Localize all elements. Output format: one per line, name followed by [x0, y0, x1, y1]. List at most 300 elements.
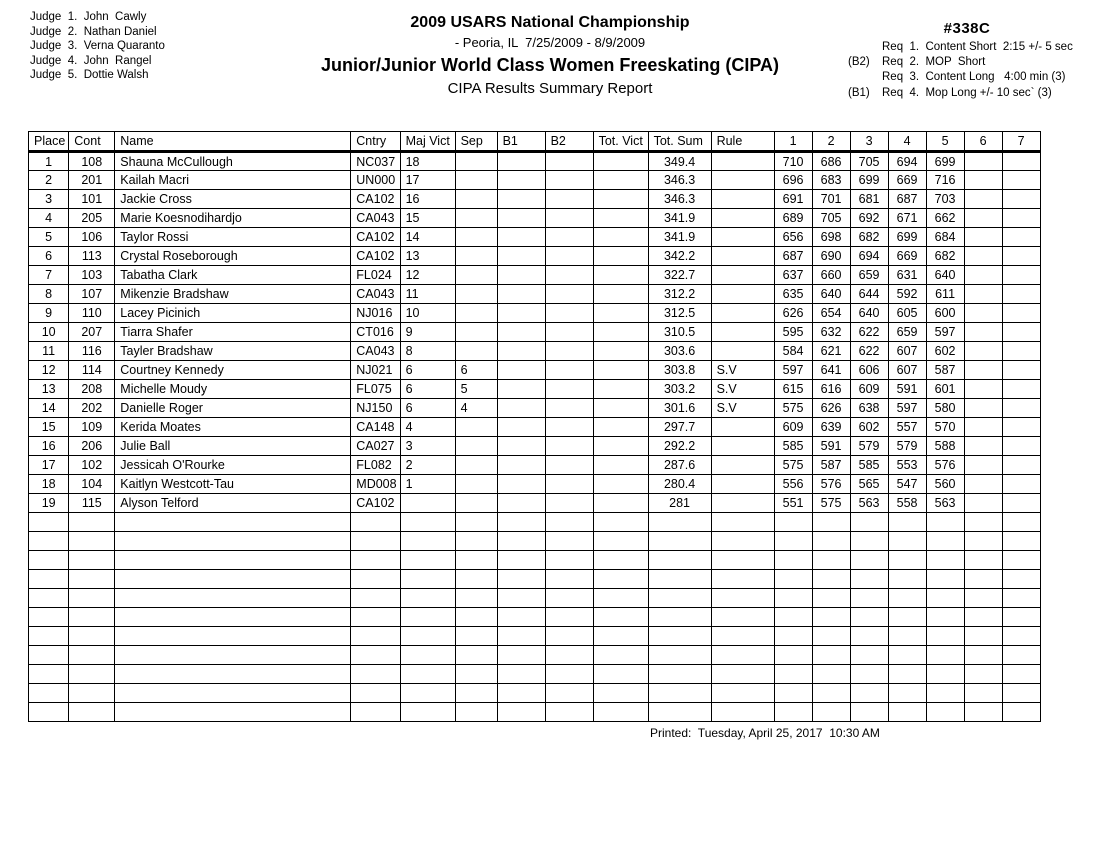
- requirement-line: [848, 55, 1086, 70]
- cell-b1: [497, 475, 545, 494]
- cell-judge-5: 597: [926, 323, 964, 342]
- column-header-rule: Rule: [711, 132, 774, 152]
- cell-sep: [455, 665, 497, 684]
- cell-rule: [711, 266, 774, 285]
- cell-judge-2: 632: [812, 323, 850, 342]
- report-name: CIPA Results Summary Report: [447, 80, 653, 97]
- cell-maj-vict: 11: [400, 285, 455, 304]
- cell-sep: 6: [455, 361, 497, 380]
- cell-tot-vict: [593, 209, 648, 228]
- cell-place: 7: [29, 266, 69, 285]
- cell-b1: [497, 513, 545, 532]
- cell-name: Jessicah O'Rourke: [115, 456, 351, 475]
- cell-judge-5: 588: [926, 437, 964, 456]
- cell-cntry: [351, 703, 400, 722]
- cell-rule: [711, 475, 774, 494]
- cell-place: [29, 608, 69, 627]
- cell-judge-4: 591: [888, 380, 926, 399]
- cell-judge-5: 684: [926, 228, 964, 247]
- result-row: [29, 361, 1041, 380]
- cell-place: 11: [29, 342, 69, 361]
- cell-judge-5: 601: [926, 380, 964, 399]
- cell-judge-1: [774, 665, 812, 684]
- cell-cntry: [351, 608, 400, 627]
- cell-tot-sum: 346.3: [648, 171, 711, 190]
- result-row: [29, 209, 1041, 228]
- cell-cntry: CA102: [351, 247, 400, 266]
- cell-tot-sum: 346.3: [648, 190, 711, 209]
- cell-judge-7: [1002, 418, 1040, 437]
- cell-tot-sum: 287.6: [648, 456, 711, 475]
- cell-sep: [455, 684, 497, 703]
- cell-judge-2: 575: [812, 494, 850, 513]
- cell-rule: [711, 418, 774, 437]
- cell-judge-4: [888, 589, 926, 608]
- cell-tot-sum: [648, 608, 711, 627]
- cell-judge-7: [1002, 361, 1040, 380]
- cell-judge-1: 710: [774, 152, 812, 171]
- cell-judge-4: 597: [888, 399, 926, 418]
- cell-sep: 4: [455, 399, 497, 418]
- cell-judge-2: 683: [812, 171, 850, 190]
- cell-judge-4: [888, 646, 926, 665]
- cell-cntry: CA102: [351, 494, 400, 513]
- cell-rule: [711, 152, 774, 171]
- cell-maj-vict: [400, 589, 455, 608]
- cell-judge-7: [1002, 152, 1040, 171]
- requirement-text: Req 3. Content Long 4:00 min (3): [882, 71, 1066, 84]
- cell-judge-3: [850, 665, 888, 684]
- cell-b1: [497, 627, 545, 646]
- cell-sep: [455, 646, 497, 665]
- cell-judge-1: 615: [774, 380, 812, 399]
- cell-judge-4: 605: [888, 304, 926, 323]
- cell-cont: 116: [69, 342, 115, 361]
- cell-judge-6: [964, 703, 1002, 722]
- column-header-judge-4: 4: [888, 132, 926, 152]
- cell-cont: 106: [69, 228, 115, 247]
- cell-tot-sum: [648, 665, 711, 684]
- cell-name: Kailah Macri: [115, 171, 351, 190]
- cell-place: 5: [29, 228, 69, 247]
- cell-judge-5: 570: [926, 418, 964, 437]
- cell-b2: [545, 380, 593, 399]
- cell-cont: 102: [69, 456, 115, 475]
- cell-place: [29, 703, 69, 722]
- cell-judge-2: 705: [812, 209, 850, 228]
- cell-sep: [455, 608, 497, 627]
- cell-judge-4: 592: [888, 285, 926, 304]
- cell-maj-vict: 12: [400, 266, 455, 285]
- cell-b1: [497, 589, 545, 608]
- requirement-text: Req 1. Content Short 2:15 +/- 5 sec: [882, 41, 1073, 53]
- cell-judge-6: [964, 380, 1002, 399]
- cell-judge-6: [964, 209, 1002, 228]
- column-header-b1: B1: [497, 132, 545, 152]
- cell-sep: [455, 285, 497, 304]
- requirement-line: [848, 70, 1086, 85]
- cell-cntry: [351, 627, 400, 646]
- cell-b2: [545, 247, 593, 266]
- cell-place: [29, 570, 69, 589]
- result-row: [29, 475, 1041, 494]
- cell-tot-vict: [593, 171, 648, 190]
- cell-place: 4: [29, 209, 69, 228]
- cell-sep: [455, 266, 497, 285]
- cell-cont: [69, 513, 115, 532]
- cell-maj-vict: 17: [400, 171, 455, 190]
- cell-tot-vict: [593, 494, 648, 513]
- cell-judge-1: 584: [774, 342, 812, 361]
- result-row: [29, 285, 1041, 304]
- cell-judge-1: [774, 513, 812, 532]
- cell-b2: [545, 228, 593, 247]
- cell-tot-sum: 312.2: [648, 285, 711, 304]
- cell-b1: [497, 437, 545, 456]
- cell-judge-5: 640: [926, 266, 964, 285]
- empty-row: [29, 551, 1041, 570]
- cell-maj-vict: 9: [400, 323, 455, 342]
- cell-rule: [711, 532, 774, 551]
- cell-b1: [497, 665, 545, 684]
- cell-maj-vict: [400, 513, 455, 532]
- cell-judge-1: [774, 608, 812, 627]
- cell-judge-2: [812, 627, 850, 646]
- cell-sep: [455, 532, 497, 551]
- cell-judge-1: 691: [774, 190, 812, 209]
- cell-cntry: CA102: [351, 190, 400, 209]
- empty-row: [29, 665, 1041, 684]
- cell-place: 18: [29, 475, 69, 494]
- cell-b1: [497, 380, 545, 399]
- result-row: [29, 342, 1041, 361]
- cell-tot-vict: [593, 589, 648, 608]
- cell-judge-6: [964, 323, 1002, 342]
- cell-b1: [497, 209, 545, 228]
- requirement-prefix: (B2): [848, 56, 870, 69]
- cell-name: [115, 608, 351, 627]
- cell-judge-5: 580: [926, 399, 964, 418]
- cell-tot-sum: 303.8: [648, 361, 711, 380]
- cell-place: 3: [29, 190, 69, 209]
- cell-b2: [545, 190, 593, 209]
- cell-cntry: NJ021: [351, 361, 400, 380]
- cell-judge-6: [964, 304, 1002, 323]
- cell-tot-vict: [593, 342, 648, 361]
- column-header-maj-vict: Maj Vict: [400, 132, 455, 152]
- cell-judge-5: [926, 665, 964, 684]
- cell-maj-vict: 6: [400, 380, 455, 399]
- cell-judge-6: [964, 190, 1002, 209]
- cell-name: [115, 513, 351, 532]
- cell-judge-2: 641: [812, 361, 850, 380]
- cell-judge-7: [1002, 665, 1040, 684]
- empty-row: [29, 646, 1041, 665]
- result-row: [29, 304, 1041, 323]
- result-row: [29, 323, 1041, 342]
- cell-judge-4: [888, 627, 926, 646]
- cell-judge-6: [964, 171, 1002, 190]
- cell-judge-3: 644: [850, 285, 888, 304]
- cell-b2: [545, 684, 593, 703]
- cell-b2: [545, 646, 593, 665]
- cell-cont: [69, 627, 115, 646]
- cell-cntry: [351, 513, 400, 532]
- cell-b2: [545, 342, 593, 361]
- column-header-judge-6: 6: [964, 132, 1002, 152]
- cell-judge-7: [1002, 494, 1040, 513]
- cell-tot-vict: [593, 323, 648, 342]
- cell-judge-2: [812, 703, 850, 722]
- results-tbody: [29, 152, 1041, 722]
- cell-tot-vict: [593, 703, 648, 722]
- cell-judge-5: 602: [926, 342, 964, 361]
- cell-cntry: MD008: [351, 475, 400, 494]
- cell-judge-6: [964, 456, 1002, 475]
- cell-judge-3: [850, 532, 888, 551]
- judge-line: Judge 3. Verna Quaranto: [30, 40, 165, 52]
- cell-judge-7: [1002, 228, 1040, 247]
- cell-judge-2: [812, 532, 850, 551]
- cell-name: [115, 646, 351, 665]
- cell-judge-3: [850, 551, 888, 570]
- cell-tot-vict: [593, 399, 648, 418]
- column-header-judge-2: 2: [812, 132, 850, 152]
- cell-cntry: CA043: [351, 209, 400, 228]
- cell-place: 12: [29, 361, 69, 380]
- cell-maj-vict: 2: [400, 456, 455, 475]
- cell-judge-7: [1002, 646, 1040, 665]
- cell-b2: [545, 532, 593, 551]
- cell-tot-vict: [593, 285, 648, 304]
- cell-cont: [69, 703, 115, 722]
- cell-judge-7: [1002, 285, 1040, 304]
- cell-tot-vict: [593, 247, 648, 266]
- cell-sep: [455, 228, 497, 247]
- column-header-tot-sum: Tot. Sum: [648, 132, 711, 152]
- empty-row: [29, 532, 1041, 551]
- cell-name: [115, 703, 351, 722]
- cell-judge-7: [1002, 323, 1040, 342]
- cell-judge-7: [1002, 532, 1040, 551]
- cell-b2: [545, 627, 593, 646]
- cell-judge-4: [888, 665, 926, 684]
- cell-b1: [497, 608, 545, 627]
- cell-judge-4: 607: [888, 342, 926, 361]
- requirement-text: Req 2. MOP Short: [882, 56, 986, 69]
- cell-judge-3: 659: [850, 266, 888, 285]
- cell-cntry: FL082: [351, 456, 400, 475]
- cell-tot-sum: 349.4: [648, 152, 711, 171]
- cell-cntry: [351, 665, 400, 684]
- cell-judge-1: 637: [774, 266, 812, 285]
- cell-tot-sum: 280.4: [648, 475, 711, 494]
- result-row: [29, 399, 1041, 418]
- cell-name: Taylor Rossi: [115, 228, 351, 247]
- cell-sep: [455, 570, 497, 589]
- cell-judge-7: [1002, 475, 1040, 494]
- cell-judge-5: 611: [926, 285, 964, 304]
- cell-tot-vict: [593, 190, 648, 209]
- cell-judge-6: [964, 570, 1002, 589]
- cell-judge-6: [964, 665, 1002, 684]
- cell-judge-1: 635: [774, 285, 812, 304]
- requirement-prefix: [848, 40, 882, 55]
- cell-judge-4: 659: [888, 323, 926, 342]
- cell-tot-vict: [593, 608, 648, 627]
- cell-tot-sum: [648, 589, 711, 608]
- cell-tot-vict: [593, 532, 648, 551]
- cell-tot-sum: [648, 513, 711, 532]
- cell-judge-1: 696: [774, 171, 812, 190]
- cell-judge-6: [964, 361, 1002, 380]
- cell-name: Jackie Cross: [115, 190, 351, 209]
- cell-judge-7: [1002, 247, 1040, 266]
- cell-tot-vict: [593, 266, 648, 285]
- cell-maj-vict: 14: [400, 228, 455, 247]
- cell-judge-6: [964, 684, 1002, 703]
- cell-tot-sum: [648, 627, 711, 646]
- cell-place: 16: [29, 437, 69, 456]
- cell-place: 13: [29, 380, 69, 399]
- cell-place: 10: [29, 323, 69, 342]
- cell-judge-2: [812, 551, 850, 570]
- cell-judge-1: 595: [774, 323, 812, 342]
- cell-b2: [545, 703, 593, 722]
- cell-cont: 208: [69, 380, 115, 399]
- cell-judge-5: [926, 608, 964, 627]
- cell-judge-1: 551: [774, 494, 812, 513]
- cell-judge-6: [964, 342, 1002, 361]
- cell-tot-vict: [593, 684, 648, 703]
- cell-rule: [711, 247, 774, 266]
- cell-maj-vict: [400, 494, 455, 513]
- cell-cntry: UN000: [351, 171, 400, 190]
- cell-tot-vict: [593, 665, 648, 684]
- cell-maj-vict: 15: [400, 209, 455, 228]
- event-title: Junior/Junior World Class Women Freeskating (CIPA): [320, 55, 780, 75]
- cell-judge-5: [926, 703, 964, 722]
- cell-cntry: CT016: [351, 323, 400, 342]
- cell-judge-3: 694: [850, 247, 888, 266]
- cell-judge-2: 690: [812, 247, 850, 266]
- column-header-place: Place: [29, 132, 69, 152]
- cell-b1: [497, 361, 545, 380]
- cell-judge-1: [774, 684, 812, 703]
- cell-judge-1: 689: [774, 209, 812, 228]
- cell-cont: 103: [69, 266, 115, 285]
- cell-tot-sum: 310.5: [648, 323, 711, 342]
- cell-judge-2: 686: [812, 152, 850, 171]
- cell-name: Shauna McCullough: [115, 152, 351, 171]
- cell-judge-1: 575: [774, 456, 812, 475]
- cell-judge-2: 660: [812, 266, 850, 285]
- cell-judge-3: 638: [850, 399, 888, 418]
- cell-rule: [711, 513, 774, 532]
- cell-judge-3: 699: [850, 171, 888, 190]
- cell-b2: [545, 665, 593, 684]
- cell-name: [115, 665, 351, 684]
- cell-b2: [545, 209, 593, 228]
- cell-cont: 201: [69, 171, 115, 190]
- cell-judge-1: 597: [774, 361, 812, 380]
- cell-name: Crystal Roseborough: [115, 247, 351, 266]
- cell-b2: [545, 361, 593, 380]
- cell-tot-vict: [593, 627, 648, 646]
- cell-name: [115, 570, 351, 589]
- cell-sep: [455, 513, 497, 532]
- cell-rule: [711, 665, 774, 684]
- cell-sep: [455, 152, 497, 171]
- cell-judge-2: 639: [812, 418, 850, 437]
- cell-rule: [711, 190, 774, 209]
- cell-sep: [455, 456, 497, 475]
- cell-cont: [69, 551, 115, 570]
- cell-judge-3: 705: [850, 152, 888, 171]
- cell-sep: [455, 323, 497, 342]
- cell-b2: [545, 285, 593, 304]
- cell-maj-vict: 10: [400, 304, 455, 323]
- cell-name: Lacey Picinich: [115, 304, 351, 323]
- cell-name: Michelle Moudy: [115, 380, 351, 399]
- column-header-judge-1: 1: [774, 132, 812, 152]
- cell-judge-2: 576: [812, 475, 850, 494]
- results-table: [28, 131, 1041, 722]
- cell-sep: [455, 475, 497, 494]
- cell-judge-1: 585: [774, 437, 812, 456]
- cell-maj-vict: [400, 627, 455, 646]
- cell-judge-4: 547: [888, 475, 926, 494]
- cell-cntry: NC037: [351, 152, 400, 171]
- cell-place: [29, 684, 69, 703]
- cell-b2: [545, 266, 593, 285]
- cell-maj-vict: 6: [400, 361, 455, 380]
- cell-judge-4: [888, 703, 926, 722]
- cell-judge-4: 553: [888, 456, 926, 475]
- cell-judge-2: [812, 589, 850, 608]
- column-header-judge-3: 3: [850, 132, 888, 152]
- cell-tot-sum: 303.2: [648, 380, 711, 399]
- cell-name: Tiarra Shafer: [115, 323, 351, 342]
- cell-judge-6: [964, 551, 1002, 570]
- cell-cont: 107: [69, 285, 115, 304]
- cell-rule: [711, 551, 774, 570]
- cell-cntry: [351, 551, 400, 570]
- cell-b1: [497, 570, 545, 589]
- cell-judge-6: [964, 418, 1002, 437]
- cell-judge-3: [850, 646, 888, 665]
- cell-b2: [545, 323, 593, 342]
- cell-sep: [455, 304, 497, 323]
- cell-judge-1: 626: [774, 304, 812, 323]
- cell-judge-3: [850, 589, 888, 608]
- cell-judge-4: 557: [888, 418, 926, 437]
- cell-sep: [455, 418, 497, 437]
- cell-judge-2: 626: [812, 399, 850, 418]
- cell-judge-5: 682: [926, 247, 964, 266]
- cell-name: Kaitlyn Westcott-Tau: [115, 475, 351, 494]
- cell-b1: [497, 304, 545, 323]
- cell-judge-4: [888, 608, 926, 627]
- cell-judge-1: [774, 570, 812, 589]
- cell-judge-7: [1002, 304, 1040, 323]
- cell-judge-7: [1002, 437, 1040, 456]
- requirement-text: Req 4. Mop Long +/- 10 sec` (3): [882, 86, 1052, 99]
- cell-judge-2: 591: [812, 437, 850, 456]
- cell-rule: S.V: [711, 399, 774, 418]
- cell-tot-vict: [593, 475, 648, 494]
- cell-judge-2: 621: [812, 342, 850, 361]
